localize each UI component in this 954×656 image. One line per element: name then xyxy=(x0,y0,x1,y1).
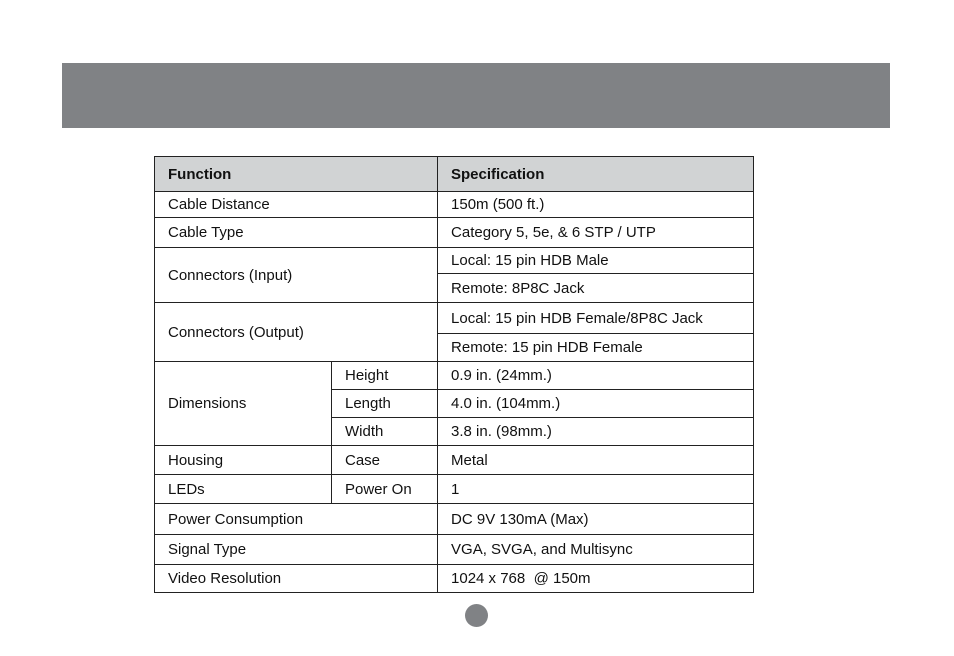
header-band xyxy=(62,63,890,128)
row-label: Housing xyxy=(155,446,332,475)
table-row xyxy=(155,565,754,593)
row-value: 4.0 in. (104mm.) xyxy=(438,390,754,418)
row-label: Cable Type xyxy=(155,218,438,248)
table-header-row xyxy=(155,157,754,192)
table-row xyxy=(155,504,754,535)
row-value: 3.8 in. (98mm.) xyxy=(438,418,754,446)
row-value: DC 9V 130mA (Max) xyxy=(438,504,754,535)
row-value: 1024 x 768 @ 150m xyxy=(438,565,754,593)
row-sublabel: Case xyxy=(332,446,438,475)
table-row xyxy=(155,475,754,504)
row-value: VGA, SVGA, and Multisync xyxy=(438,535,754,565)
row-value: Remote: 15 pin HDB Female xyxy=(438,334,754,362)
row-sublabel: Length xyxy=(332,390,438,418)
row-sublabel: Height xyxy=(332,362,438,390)
page-number-dot xyxy=(465,604,488,627)
header-specification: Specification xyxy=(438,157,754,192)
row-value: 0.9 in. (24mm.) xyxy=(438,362,754,390)
row-value: Local: 15 pin HDB Female/8P8C Jack xyxy=(438,303,754,334)
row-value: 1 xyxy=(438,475,754,504)
row-value: 150m (500 ft.) xyxy=(438,192,754,218)
row-label: Dimensions xyxy=(155,362,332,446)
row-label: LEDs xyxy=(155,475,332,504)
table-row xyxy=(155,248,754,274)
table-row xyxy=(155,192,754,218)
table-row xyxy=(155,446,754,475)
table-row xyxy=(155,362,754,390)
table-row xyxy=(155,303,754,334)
row-value: Local: 15 pin HDB Male xyxy=(438,248,754,274)
row-sublabel: Power On xyxy=(332,475,438,504)
row-label: Cable Distance xyxy=(155,192,438,218)
row-value: Category 5, 5e, & 6 STP / UTP xyxy=(438,218,754,248)
table-row xyxy=(155,218,754,248)
row-label: Video Resolution xyxy=(155,565,438,593)
header-function: Function xyxy=(155,157,438,192)
row-label: Power Consumption xyxy=(155,504,438,535)
table-row xyxy=(155,535,754,565)
row-value: Remote: 8P8C Jack xyxy=(438,274,754,303)
row-label: Connectors (Output) xyxy=(155,303,438,362)
row-label: Signal Type xyxy=(155,535,438,565)
row-sublabel: Width xyxy=(332,418,438,446)
specification-table xyxy=(154,156,754,593)
row-label: Connectors (Input) xyxy=(155,248,438,303)
row-value: Metal xyxy=(438,446,754,475)
